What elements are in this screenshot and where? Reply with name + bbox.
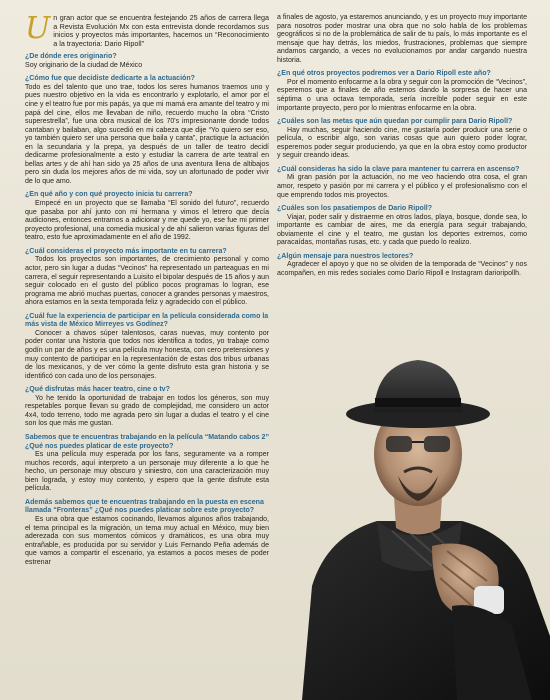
answer-first-project: Empecé en un proyecto que se llamaba “El sonido del futuro”, recuerdo que pasaba por ahí junto con mi hermana y vimos el letrero que decía audiciones, entonces entramos a adicionar y me quede yo, ese fue mi primer proyecto profesional, una comedia musical y de ahí salieron varias figuras del teatro, esto fue aproximadamente en el año de 1992. xyxy=(25,200,269,242)
question-matando-cabos: Sabemos que te encuentras trabajando en la película “Matando cabos 2” ¿Qué nos puedes platicar de este proyecto? xyxy=(25,433,269,450)
answer-mirreyes: Conocer a chavos súper talentosos, caras nuevas, muy contento por poder contar una historia que todos nos identifica a todos, yo trabaje como godín un par de años y es una película muy honesta, con cero pretensiones y muy contento de participar en la representación de estas dos tribus urbanas de los mexicanos, y de ver cómo la gente disfruto esta gran historia y se identificó con cada uno de los personajes. xyxy=(25,329,269,380)
question-theater-film-tv: ¿Qué disfrutas más hacer teatro, cine o tv? xyxy=(25,386,170,394)
question-mirreyes: ¿Cuál fue la experiencia de participar en la película considerada como la más vista de México Mirreyes vs Godínez? xyxy=(25,312,269,329)
question-goals: ¿Cuáles son las metas que aún quedan por cumplir para Dario Ripoll? xyxy=(277,118,513,126)
answer-most-important: Todos los proyectos son importantes, de crecimiento personal y como actor, pero sin lugar a dudas “Vecinos” ha representado un parteaguas en mi carrera, el seguir representando a Luisito el bipolar después de 15 años y aun seguir colocado en el gusto del público pocos programas lo logran, ese programa me abrió muchas puertas, conocer a grandes personas y maestros, ahora estamos en la sexta temporada feliz y agradecido con el público. xyxy=(25,256,269,307)
question-origin: ¿De dónde eres originario? xyxy=(25,53,117,61)
question-other-projects: ¿En qué otros proyectos podremos ver a Dario Ripoll este año? xyxy=(277,70,491,78)
actor-portrait-photo xyxy=(282,336,550,700)
question-key-to-success: ¿Cuál consideras ha sido la clave para mantener tu carrera en ascenso? xyxy=(277,165,520,173)
answer-fronteras: Es una obra que estamos cocinando, llevamos algunos años trabajando, el tema principal es la migración, un tema muy actual en México, muy bien aderezada con sus momentos cómicos y dramáticos, es una obra muy entrañable, es producida por su servidor y Luis Fernando Peña además de que vamos a compartir el escenario, ya estamos a pocos meses de poder estrenar xyxy=(25,516,269,566)
continued-answer: a finales de agosto, ya estaremos anunciando, y es un proyecto muy importante para nosotros poder mostrar una obra que no solo habla de los problemas geográficos si no de la problemática de salir de tu país, lo más importante es el mensaje que hay detrás, los miedos, frustraciones, problemas que siempre andamos cargando, a veces no evolucionamos por andar cargando nuestra historia. xyxy=(277,14,527,64)
question-hobbies: ¿Cuáles son los pasatiempos de Dario Ripoll? xyxy=(277,205,433,213)
question-fronteras: Además sabemos que te encuentras trabajando en la puesta en escena llamada “Fronteras” ¿Qué nos puedes platicar sobre este proyecto? xyxy=(25,498,264,515)
answer-origin: Soy originario de la ciudad de México xyxy=(25,61,143,69)
answer-acting-start: Todo es del talento que uno trae, todos los seres humanos traemos uno y pues nuestro objetivo en la vida es encontrarlo y explotarlo, el amor por el cine y el teatro fue por mis papás, ya que mi mamá era amante del teatro y mi papá del cine, ellos me llevaban de niño, recuerdo mucho la obra “Cristo superestrella”, fue una obra musical de los 70's impresionante donde todos cantaban y bailaban, algo sucedió en mi cabeza que dije “Yo quiero ser eso, yo también quiero ser una persona que baila y canta”, practique la actuación en la secundaria y la prepa, ya después de un taller de teatro decidí dedicarme profesionalmente a esto y estudiar la carrera de arte teatral en bellas artes y de ahí han sido ya 25 años de una aventura llena de altibajos pero sin duda los mejores años de mi vida, soy un afortunado de poder vivir de lo que amo. xyxy=(25,83,269,185)
answer-other-projects: Por el momento enfocarme a la obra y seguir con la promoción de “Vecinos”, esperemos que a finales de año estemos dando la sorpresa de hacer una séptima o una octava temporada, sería increíble poder seguir en este importante proyecto, pero por lo mientras enfocarme en la obra. xyxy=(277,78,527,112)
left-column xyxy=(25,11,269,567)
answer-goals: Hay muchas, seguir haciendo cine, me gustaría poder producir una serie o película, o escribir algo, son varias cosas que aun quiero poder lograr, esperemos poder seguir produciendo, ya que en la obra estoy como productor y seguir creando ideas. xyxy=(277,126,527,160)
question-acting-start: ¿Cómo fue que decidiste dedicarte a la actuación? xyxy=(25,75,195,83)
answer-hobbies: Viajar, poder salir y distraerme en otros lados, playa, bosque, donde sea, lo importante es cambiar de aires, me da energía para seguir trabajando, obviamente el cine y el teatro, me gustan los deportes extremos, como paracaídas, montañas rusas, etc. y cada que puedo lo realizo. xyxy=(277,213,527,247)
question-message: ¿Algún mensaje para nuestros lectores? xyxy=(277,252,414,260)
drop-cap: U xyxy=(25,11,51,46)
intro-text: n gran actor que se encuentra festejando 25 años de carrera llega a Revista Evolución Mx con esta entrevista donde recordamos sus inicios y proyectos más importantes, hacemos un “Reconocimiento a la trayectoria: Dario Ripoll” xyxy=(53,13,269,48)
question-first-project: ¿En qué año y con qué proyecto inicia tu carrera? xyxy=(25,191,193,199)
answer-theater-film-tv: Yo he tenido la oportunidad de trabajar en todos los géneros, son muy respetables porque llevan su grado de complejidad, me considero un actor 4x4, todo terreno, todo me agrada pero sin lugar a dudas el teatro y el cine son los que más me gustan. xyxy=(25,394,269,428)
intro-paragraph xyxy=(25,11,269,48)
right-column xyxy=(277,14,527,279)
answer-key-to-success: Mi gran pasión por la actuación, no me veo haciendo otra cosa, el gran amor, respeto y pasión por mi carrera y el público y el profesionalismo con el que emprendo todos mis proyectos. xyxy=(277,174,527,199)
answer-message: Agradecer el apoyo y que no se olviden de la temporada de “Vecinos” y nos acompañen, en mis redes sociales como Darío Ripoll e Instagram darioripollh. xyxy=(277,261,527,277)
answer-matando-cabos: Es una película muy esperada por los fans, seguramente va a romper muchos records, aquí interpreto a un personaje muy diferente a lo que he hecho, un personaje muy obscuro y siniestro, con una caracterización muy bien lograda, y estoy muy contento, y espero que la gente disfrute esta película. xyxy=(25,451,269,493)
question-most-important: ¿Cuál consideras el proyecto más importante en tu carrera? xyxy=(25,247,227,255)
